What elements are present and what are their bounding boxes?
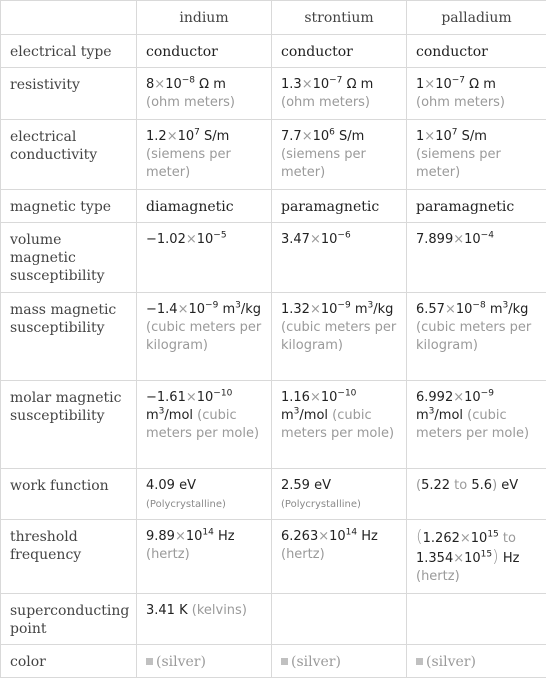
times-sign: ×	[174, 529, 186, 544]
row-label: mass magnetic susceptibility	[1, 293, 137, 381]
ten: 10	[312, 129, 330, 144]
mantissa: −1.61	[146, 390, 186, 405]
cell-strontium	[272, 120, 407, 190]
unit-name: (siemens per meter)	[281, 147, 366, 180]
unit: Ω m	[346, 77, 374, 92]
mantissa: 3.47	[281, 232, 310, 247]
cell-strontium	[272, 223, 407, 293]
times-sign: ×	[185, 232, 197, 247]
unit-exponent: 3	[293, 406, 300, 417]
cell-indium	[137, 469, 272, 520]
unit-name: (hertz)	[281, 547, 325, 562]
ten: 10	[312, 77, 330, 92]
row-label: color	[1, 645, 137, 678]
unit-denominator: /mol	[434, 408, 464, 423]
cell-strontium	[272, 469, 407, 520]
cell-palladium	[407, 469, 546, 520]
cell-indium	[137, 594, 272, 645]
times-sign: ×	[424, 129, 436, 144]
unit-name: (cubic meters per kilogram)	[146, 320, 262, 353]
cell-indium	[137, 645, 272, 678]
ten: 10	[464, 551, 481, 566]
unit-base: m	[489, 302, 503, 317]
times-sign: ×	[166, 129, 178, 144]
times-sign: ×	[318, 529, 330, 544]
unit-base: m	[354, 302, 368, 317]
exponent: −9	[337, 300, 351, 311]
close-paren: )	[492, 478, 498, 493]
row-volume-magnetic-susceptibility	[1, 223, 546, 293]
row-label: magnetic type	[1, 190, 137, 223]
row-work-function	[1, 469, 546, 520]
cell-indium	[137, 120, 272, 190]
header-row	[1, 1, 546, 35]
cell-strontium	[272, 293, 407, 381]
ten: 10	[329, 529, 346, 544]
unit: Hz	[218, 529, 235, 544]
row-label: volume magnetic susceptibility	[1, 223, 137, 293]
color-name: (silver)	[291, 654, 341, 670]
range-high: 5.6	[471, 478, 493, 493]
row-label: electrical type	[1, 35, 137, 68]
unit: S/m	[461, 129, 487, 144]
ten: 10	[165, 77, 182, 92]
cell-strontium: paramagnetic	[272, 190, 407, 223]
row-label: superconducting point	[1, 594, 137, 645]
row-color	[1, 645, 546, 678]
unit-name: (siemens per meter)	[146, 147, 231, 180]
exponent: 14	[202, 527, 214, 538]
cell-indium	[137, 68, 272, 120]
unit: S/m	[339, 129, 365, 144]
exponent: −9	[480, 388, 494, 399]
cell-palladium	[407, 120, 546, 190]
row-resistivity	[1, 68, 546, 120]
cell-strontium	[272, 520, 407, 594]
cell-strontium	[272, 68, 407, 120]
unit: Hz	[361, 529, 378, 544]
times-sign: ×	[309, 232, 321, 247]
exponent: 6	[329, 127, 335, 138]
mantissa: 6.992	[416, 390, 454, 405]
unit: eV	[501, 478, 519, 493]
times-sign: ×	[301, 77, 313, 92]
mantissa: 8	[146, 77, 155, 92]
row-label: threshold frequency	[1, 520, 137, 594]
ten: 10	[320, 390, 338, 405]
unit: Ω m	[199, 77, 226, 92]
ten: 10	[320, 232, 338, 247]
unit-base: m	[146, 408, 159, 423]
cell-indium	[137, 293, 272, 381]
exponent: −10	[337, 388, 357, 399]
unit-name: (cubic meters per kilogram)	[416, 320, 532, 353]
times-sign: ×	[444, 302, 456, 317]
times-sign: ×	[309, 390, 321, 405]
row-electrical-type	[1, 35, 546, 68]
mantissa: 7.7	[281, 129, 302, 144]
unit-exponent: 3	[428, 406, 435, 417]
times-sign: ×	[453, 551, 465, 566]
unit-name: (kelvins)	[191, 603, 247, 618]
ten: 10	[196, 390, 214, 405]
unit-name: (cubic meters per mole)	[281, 408, 395, 441]
color-name: (silver)	[156, 654, 206, 670]
cell-strontium	[272, 594, 407, 645]
color-swatch	[146, 658, 153, 665]
open-paren: (	[416, 478, 422, 493]
cell-palladium	[407, 68, 546, 120]
unit-name: (hertz)	[416, 569, 460, 584]
unit-name: (ohm meters)	[416, 95, 506, 110]
close-paren: )	[492, 547, 499, 567]
cell-palladium	[407, 381, 546, 469]
color-name: (silver)	[426, 654, 476, 670]
mantissa: 1.16	[281, 390, 310, 405]
times-sign: ×	[154, 77, 166, 92]
range-high-exponent: 15	[480, 549, 493, 560]
exponent: −6	[337, 230, 351, 241]
unit-denominator: /mol	[299, 408, 329, 423]
ten: 10	[185, 529, 203, 544]
unit: Ω m	[469, 77, 496, 92]
exponent: 14	[345, 527, 358, 538]
row-label: electrical conductivity	[1, 120, 137, 190]
range-low: 5.22	[421, 478, 451, 493]
times-sign: ×	[453, 232, 465, 247]
cell-indium	[137, 520, 272, 594]
value: 2.59 eV	[281, 478, 331, 493]
unit-name: (siemens per meter)	[416, 147, 501, 180]
range-to: to	[502, 531, 516, 546]
times-sign: ×	[424, 77, 436, 92]
cell-indium: conductor	[137, 35, 272, 68]
times-sign: ×	[453, 390, 465, 405]
exponent: 7	[451, 127, 458, 138]
unit-base: m	[222, 302, 236, 317]
unit-name: (ohm meters)	[146, 95, 236, 110]
unit-name: (cubic meters per kilogram)	[281, 320, 397, 353]
row-molar-magnetic-susceptibility	[1, 381, 546, 469]
cell-palladium	[407, 520, 546, 594]
unit-denominator: /mol	[164, 408, 194, 423]
unit-base: m	[281, 408, 294, 423]
mantissa: 6.263	[281, 529, 319, 544]
exponent: −10	[213, 388, 233, 399]
cell-indium	[137, 223, 272, 293]
cell-indium	[137, 381, 272, 469]
exponent: −7	[451, 75, 466, 86]
color-swatch	[281, 658, 288, 665]
unit-exponent: 3	[235, 300, 241, 311]
corner-cell	[1, 1, 137, 35]
mantissa: 1	[416, 129, 425, 144]
color-swatch	[416, 658, 423, 665]
range-low-mantissa: 1.262	[422, 531, 460, 546]
ten: 10	[470, 531, 488, 546]
exponent: −8	[472, 300, 486, 311]
unit-denominator: /kg	[508, 302, 529, 317]
times-sign: ×	[177, 302, 189, 317]
unit: Hz	[502, 551, 520, 566]
exponent: −9	[205, 300, 219, 311]
ten: 10	[320, 302, 338, 317]
cell-strontium	[272, 645, 407, 678]
unit-exponent: 3	[367, 300, 374, 311]
times-sign: ×	[185, 390, 197, 405]
row-label: resistivity	[1, 68, 137, 120]
ten: 10	[177, 129, 195, 144]
exponent: −5	[213, 230, 227, 241]
row-magnetic-type	[1, 190, 546, 223]
unit-name: (cubic meters per mole)	[416, 408, 530, 441]
exponent: 7	[194, 127, 200, 138]
row-label: work function	[1, 469, 137, 520]
row-label: molar magnetic susceptibility	[1, 381, 137, 469]
range-to: to	[454, 478, 468, 493]
ten: 10	[435, 77, 452, 92]
header-indium: indium	[137, 1, 272, 35]
value: 3.41 K	[146, 603, 188, 618]
value: 4.09 eV	[146, 478, 196, 493]
ten: 10	[455, 302, 473, 317]
range-low-exponent: 15	[487, 529, 499, 540]
header-palladium: palladium	[407, 1, 546, 35]
note: (Polycrystalline)	[281, 499, 361, 510]
unit-name: (cubic meters per mole)	[146, 408, 260, 441]
unit: S/m	[204, 129, 230, 144]
unit-denominator: /kg	[240, 302, 262, 317]
row-superconducting-point	[1, 594, 546, 645]
cell-strontium: conductor	[272, 35, 407, 68]
ten: 10	[188, 302, 206, 317]
cell-palladium	[407, 293, 546, 381]
exponent: −8	[181, 75, 196, 86]
mantissa: −1.4	[146, 302, 178, 317]
note: (Polycrystalline)	[146, 499, 226, 510]
range-high-mantissa: 1.354	[416, 551, 454, 566]
times-sign: ×	[309, 302, 321, 317]
unit-exponent: 3	[502, 300, 509, 311]
mantissa: 1.2	[146, 129, 167, 144]
cell-palladium	[407, 594, 546, 645]
ten: 10	[464, 232, 481, 247]
unit-name: (ohm meters)	[281, 95, 371, 110]
unit-exponent: 3	[158, 406, 165, 417]
mantissa: −1.02	[146, 232, 186, 247]
cell-palladium: conductor	[407, 35, 546, 68]
ten: 10	[196, 232, 214, 247]
mantissa: 6.57	[416, 302, 445, 317]
cell-strontium	[272, 381, 407, 469]
exponent: −7	[329, 75, 343, 86]
ten: 10	[435, 129, 452, 144]
mantissa: 7.899	[416, 232, 454, 247]
row-threshold-frequency	[1, 520, 546, 594]
exponent: −4	[480, 230, 494, 241]
open-paren: (	[416, 527, 423, 547]
row-mass-magnetic-susceptibility	[1, 293, 546, 381]
unit-base: m	[416, 408, 429, 423]
ten: 10	[464, 390, 481, 405]
unit-denominator: /kg	[373, 302, 394, 317]
cell-indium: diamagnetic	[137, 190, 272, 223]
mantissa: 1.32	[281, 302, 310, 317]
header-strontium: strontium	[272, 1, 407, 35]
cell-palladium	[407, 223, 546, 293]
mantissa: 1.3	[281, 77, 302, 92]
row-electrical-conductivity	[1, 120, 546, 190]
cell-palladium: paramagnetic	[407, 190, 546, 223]
times-sign: ×	[301, 129, 313, 144]
unit-name: (hertz)	[146, 547, 190, 562]
times-sign: ×	[459, 531, 471, 546]
cell-palladium	[407, 645, 546, 678]
mantissa: 9.89	[146, 529, 175, 544]
mantissa: 1	[416, 77, 425, 92]
